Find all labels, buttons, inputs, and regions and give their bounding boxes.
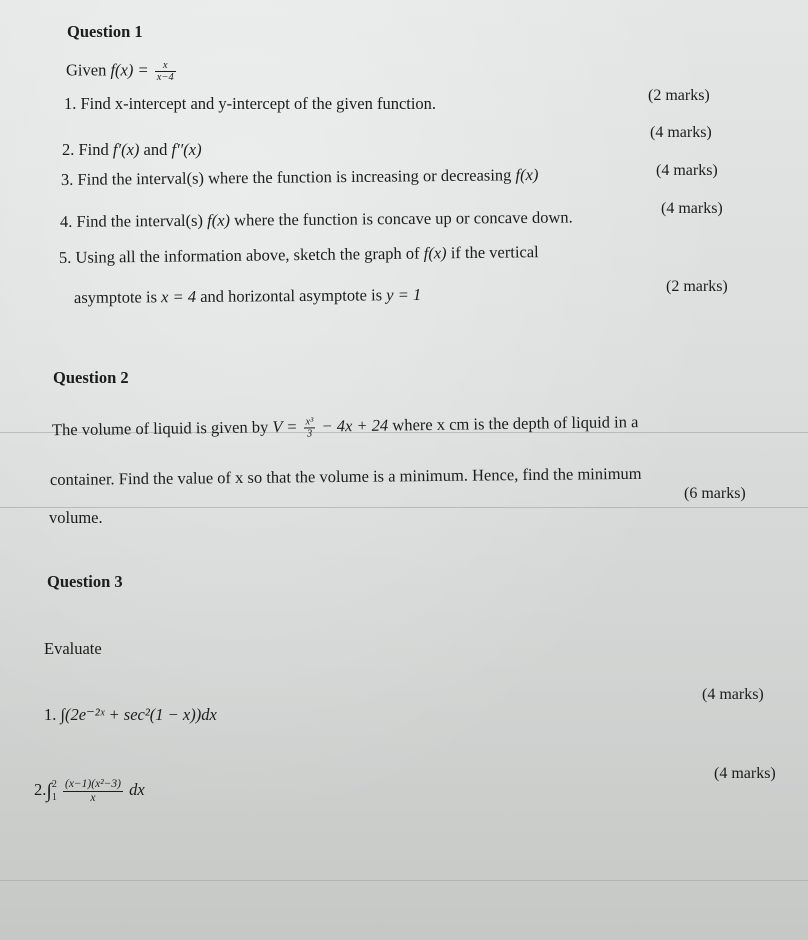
q1-item-4-marks: (4 marks) (661, 200, 723, 217)
q2-line1-expr: − 4x + 24 (321, 415, 389, 436)
q2-marks: (6 marks) (684, 485, 746, 502)
q3-item-1 (44, 705, 217, 725)
q1-frac-num: x (155, 60, 176, 72)
q3-item-2-dx: dx (129, 779, 145, 799)
q1-item-5-line2-a: asymptote is (73, 287, 158, 307)
q2-line1-b: where x cm is the depth of liquid in a (392, 412, 639, 435)
q1-item-4-math: f(x) (207, 210, 231, 230)
q3-evaluate: Evaluate (44, 639, 102, 658)
q1-item-4-number: 4. (59, 211, 73, 231)
q2-line-2: container. Find the value of x so that the volume is a minimum. Hence, find the minimum (49, 463, 642, 489)
q1-item-5-number: 5. (58, 247, 72, 267)
question-1-title: Question 1 (67, 22, 143, 41)
q1-item-5-line-2 (74, 285, 421, 308)
q1-item-2-math-a: f′(x) (112, 140, 140, 159)
q1-item-5-text-b: if the vertical (450, 242, 539, 263)
q1-item-3-marks: (4 marks) (656, 162, 718, 179)
q1-item-2-math-b: f′′(x) (171, 140, 202, 159)
q1-item-3 (61, 165, 539, 190)
q1-item-3-text: Find the interval(s) where the function is increasing or decreasing (77, 165, 512, 189)
q3-item-1-expression: ∫(2e⁻²ˣ + sec²(1 − x))dx (60, 705, 217, 724)
q1-given-prefix: Given (66, 60, 107, 80)
q1-item-1 (64, 94, 436, 114)
q2-frac-num: x³ (303, 416, 315, 428)
q1-item-5-marks: (2 marks) (666, 278, 728, 295)
crease-line-3 (0, 880, 808, 881)
q2-fraction (303, 416, 315, 439)
q3-item-1-number: 1. (44, 705, 57, 724)
q2-line1-a: The volume of liquid is given by (51, 417, 269, 440)
q3-item-2-number: 2. (34, 779, 47, 799)
q1-item-3-number: 3. (60, 169, 74, 189)
q3-item-2-denominator: x (90, 791, 96, 804)
q1-given-fraction (155, 60, 176, 83)
q2-line-3: volume. (49, 508, 103, 527)
crease-line-2 (0, 507, 808, 508)
q3-item-2 (34, 778, 145, 804)
q1-item-2-text-a: Find (78, 140, 109, 159)
q2-line-1 (52, 412, 639, 443)
q1-item-1-text: Find x-intercept and y-intercept of the given function. (80, 94, 437, 113)
q2-line1-v: V = (272, 416, 298, 437)
q1-item-4-text-b: where the function is concave up or concave down. (234, 207, 573, 230)
q1-frac-den: x−4 (156, 72, 174, 84)
q2-frac-den: 3 (306, 428, 313, 440)
q1-item-2 (62, 140, 202, 160)
q1-item-2-number: 2. (62, 140, 75, 159)
q3-item-2-upper-limit: 2 (51, 779, 57, 790)
question-3-title: Question 3 (47, 572, 123, 591)
q1-item-5 (59, 242, 539, 268)
q1-item-1-marks: (2 marks) (648, 87, 710, 104)
q1-given-fx: f(x) = (110, 60, 149, 80)
q3-item-2-limits (52, 778, 57, 804)
question-2-title: Question 2 (53, 368, 129, 387)
q1-item-5-math: f(x) (423, 243, 447, 263)
q1-item-4 (60, 208, 573, 232)
q1-item-5-line2-math1: x = 4 (160, 286, 197, 307)
q3-item-1-marks: (4 marks) (702, 686, 764, 703)
q1-item-5-line2-b: and horizontal asymptote is (200, 285, 383, 306)
q1-item-1-number: 1. (64, 94, 77, 113)
q1-item-2-text-b: and (143, 140, 168, 159)
integral-sign-icon: ∫ (46, 780, 52, 802)
q3-item-2-numerator: (x−1)(x²−3) (64, 778, 121, 791)
q3-item-2-marks: (4 marks) (714, 765, 776, 782)
q3-item-2-fraction (63, 778, 123, 803)
q1-item-5-text-a: Using all the information above, sketch the graph of (75, 243, 420, 267)
q3-item-2-lower-limit: 1 (51, 792, 57, 803)
q1-item-4-text-a: Find the interval(s) (76, 210, 204, 231)
q1-item-2-marks: (4 marks) (650, 124, 712, 141)
q1-item-5-line2-math2: y = 1 (386, 284, 422, 305)
q1-given-line (66, 60, 178, 83)
q1-item-3-math: f(x) (515, 165, 539, 185)
